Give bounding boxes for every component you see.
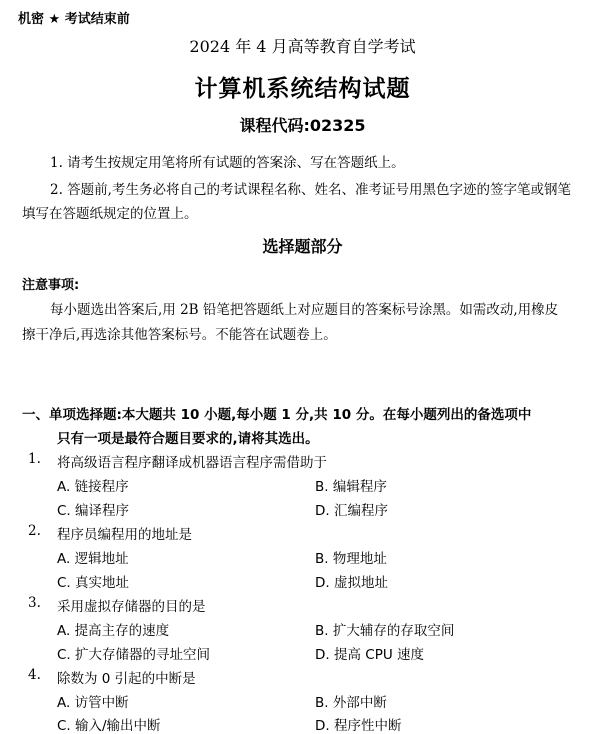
- part-heading: 只有一项是最符合题目要求的,请将其选出。: [57, 431, 319, 447]
- question-number: 1.: [28, 451, 41, 467]
- notice-heading: 注意事项:: [22, 278, 80, 293]
- question-text: 采用虚拟存储器的目的是: [57, 599, 206, 615]
- question-number: 4.: [28, 667, 41, 683]
- question-number: 2.: [28, 523, 41, 539]
- option-c: C. 编译程序: [57, 503, 130, 519]
- option-d: D. 汇编程序: [315, 503, 388, 519]
- question-text: 将高级语言程序翻译成机器语言程序需借助于: [57, 455, 327, 471]
- option-b: B. 外部中断: [315, 695, 387, 711]
- option-d: D. 虚拟地址: [315, 575, 388, 591]
- option-a: A. 逻辑地址: [57, 551, 129, 567]
- part-heading: 一、单项选择题:本大题共 10 小题,每小题 1 分,共 10 分。在每小题列出的备选项中: [22, 407, 532, 423]
- option-a: A. 链接程序: [57, 479, 129, 495]
- instruction-line: 填写在答题纸规定的位置上。: [22, 206, 198, 222]
- notice-text: 每小题选出答案后,用 2B 铅笔把答题纸上对应题目的答案标号涂黑。如需改动,用橡皮: [50, 302, 559, 318]
- exam-session-line: 2024 年 4 月高等教育自学考试: [189, 37, 416, 56]
- question-number: 3.: [28, 595, 41, 611]
- option-a: A. 访管中断: [57, 695, 129, 711]
- option-d: D. 程序性中断: [315, 718, 402, 734]
- notice-text: 擦干净后,再选涂其他答案标号。不能答在试题卷上。: [22, 327, 337, 343]
- option-b: B. 扩大辅存的存取空间: [315, 623, 455, 639]
- option-a: A. 提高主存的速度: [57, 623, 170, 639]
- option-c: C. 真实地址: [57, 575, 130, 591]
- instruction-line: 2. 答题前,考生务必将自己的考试课程名称、姓名、准考证号用黑色字迹的签字笔或钢笔: [50, 182, 571, 198]
- option-b: B. 编辑程序: [315, 479, 387, 495]
- question-text: 除数为 0 引起的中断是: [57, 671, 196, 687]
- option-c: C. 输入/输出中断: [57, 718, 161, 734]
- option-c: C. 扩大存储器的寻址空间: [57, 647, 211, 663]
- instruction-line: 1. 请考生按规定用笔将所有试题的答案涂、写在答题纸上。: [50, 155, 405, 171]
- page-title: 计算机系统结构试题: [194, 76, 411, 102]
- confidential-mark: 机密 ★ 考试结束前: [18, 12, 130, 27]
- option-b: B. 物理地址: [315, 551, 387, 567]
- question-text: 程序员编程用的地址是: [57, 527, 192, 543]
- course-code: 课程代码:02325: [239, 116, 366, 135]
- section-title: 选择题部分: [262, 237, 343, 256]
- option-d: D. 提高 CPU 速度: [315, 647, 425, 663]
